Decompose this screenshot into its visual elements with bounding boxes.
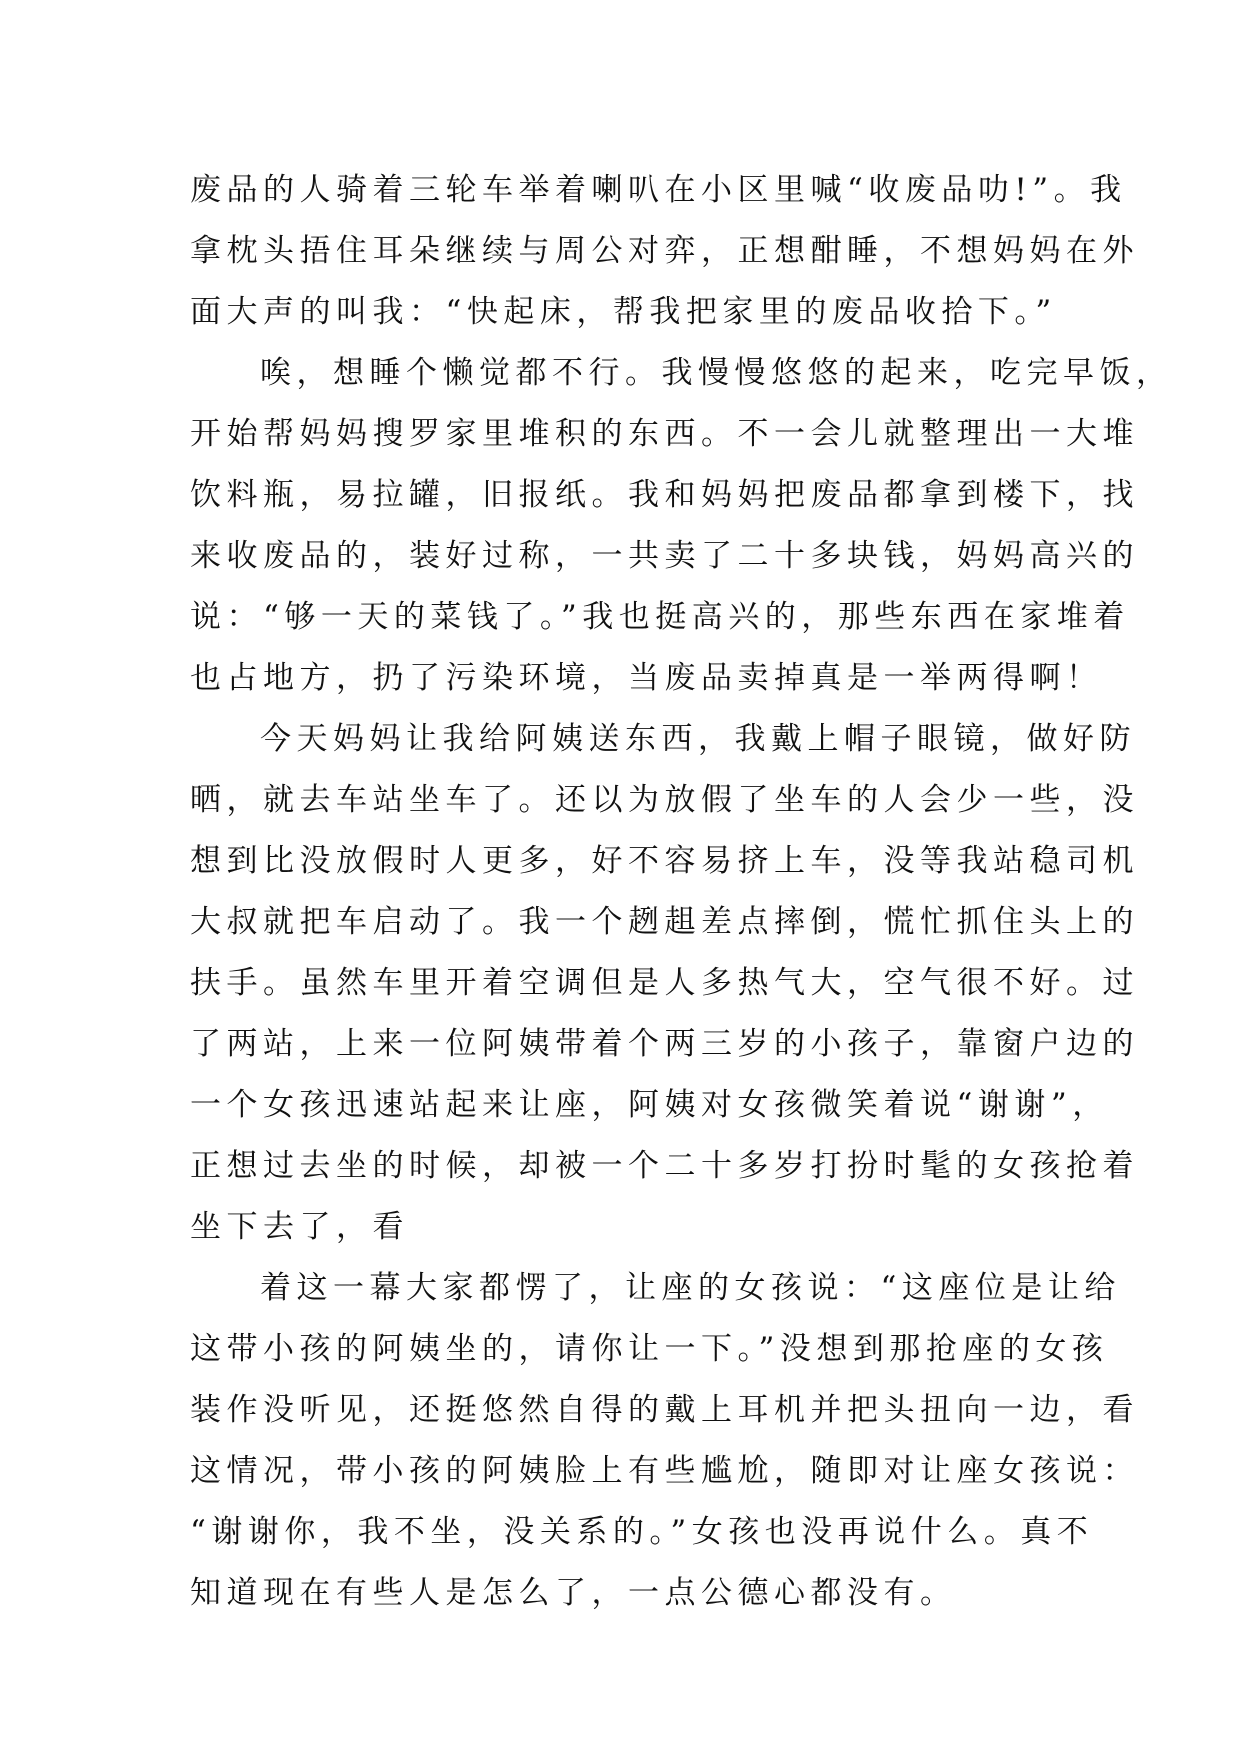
text-line: 来收废品的，装好过称，一共卖了二十多块钱，妈妈高兴的 [190,538,1139,574]
text-line: 扶手。虽然车里开着空调但是人多热气大，空气很不好。过 [190,965,1139,1001]
text-line: 坐下去了，看 [190,1209,409,1245]
text-line: 废品的人骑着三轮车举着喇叭在小区里喊“收废品叻!”。我 [190,172,1127,208]
document-body [190,160,1173,1624]
text-line: 晒，就去车站坐车了。还以为放假了坐车的人会少一些，没 [190,782,1139,818]
text-line: 说：“够一天的菜钱了。”我也挺高兴的，那些东西在家堆着 [190,599,1130,635]
text-line: “谢谢你，我不坐，没关系的。”女孩也没再说什么。真不 [190,1514,1094,1550]
text-line: 拿枕头捂住耳朵继续与周公对弈，正想酣睡，不想妈妈在外 [190,233,1139,269]
text-line: 也占地方，扔了污染环境，当废品卖掉真是一举两得啊！ [190,660,1103,696]
text-line: 知道现在有些人是怎么了，一点公德心都没有。 [190,1575,957,1611]
text-line: 面大声的叫我：“快起床，帮我把家里的废品收拾下。” [190,294,1057,330]
text-line: 一个女孩迅速站起来让座，阿姨对女孩微笑着说“谢谢”， [190,1087,1109,1123]
text-line: 唉，想睡个懒觉都不行。我慢慢悠悠的起来，吃完早饭， [260,355,1173,391]
text-line: 这带小孩的阿姨坐的，请你让一下。”没想到那抢座的女孩 [190,1331,1109,1367]
text-line: 想到比没放假时人更多，好不容易挤上车，没等我站稳司机 [190,843,1139,879]
text-line: 着这一幕大家都愣了，让座的女孩说：“这座位是让给 [260,1270,1121,1306]
text-line: 开始帮妈妈搜罗家里堆积的东西。不一会儿就整理出一大堆 [190,416,1139,452]
text-line: 了两站，上来一位阿姨带着个两三岁的小孩子，靠窗户边的 [190,1026,1139,1062]
text-line: 正想过去坐的时候，却被一个二十多岁打扮时髦的女孩抢着 [190,1148,1139,1184]
text-line: 饮料瓶，易拉罐，旧报纸。我和妈妈把废品都拿到楼下，找 [190,477,1139,513]
text-line: 今天妈妈让我给阿姨送东西，我戴上帽子眼镜，做好防 [260,721,1136,757]
text-line: 大叔就把车启动了。我一个趔趄差点摔倒，慌忙抓住头上的 [190,904,1139,940]
text-line: 这情况，带小孩的阿姨脸上有些尴尬，随即对让座女孩说： [190,1453,1139,1489]
text-line: 装作没听见，还挺悠然自得的戴上耳机并把头扭向一边，看 [190,1392,1139,1428]
